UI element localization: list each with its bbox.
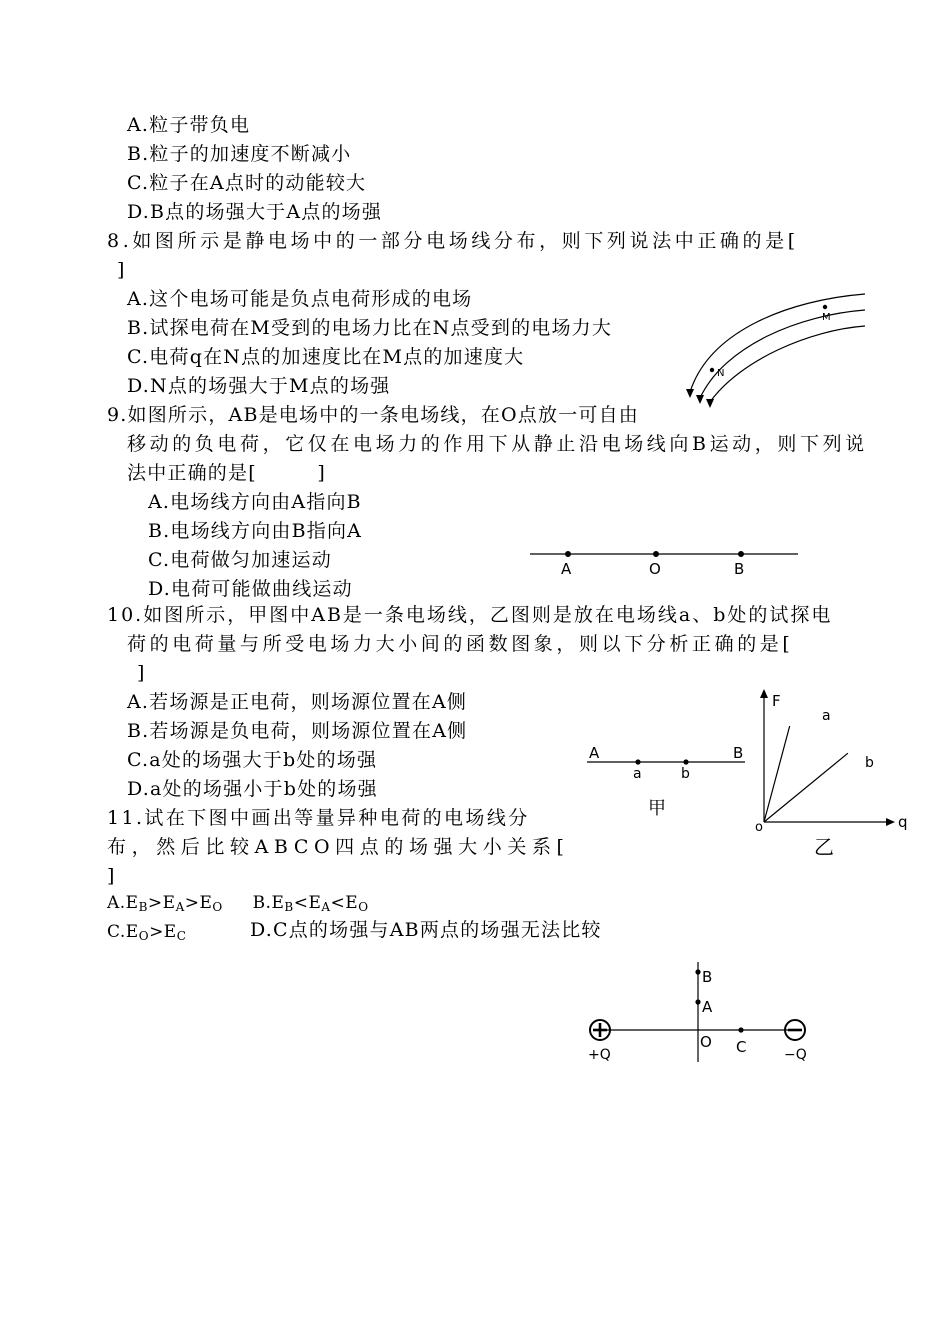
q11-option-b: $B.E_B<E_A<E_O$ [252,893,369,914]
label-positive-q: +Q [588,1047,611,1063]
caption-yi: 乙 [814,835,834,858]
label-c: C [736,1038,747,1056]
label-axis-f: F [772,692,781,710]
q10-option-d: D.a处的场强小于b处的场强 [127,778,378,800]
q11-option-a: $A.E_B>E_A>E_O$ [107,893,223,914]
axis-q-arrow-icon [886,818,895,826]
q9-stem-line1: 9.如图所示，AB是电场中的一条电场线，在O点放一可自由 [107,404,639,426]
label-a: A [561,560,572,578]
q9-option-a: A.电场线方向由A指向B [148,491,362,513]
q9-option-b: B.电场线方向由B指向A [148,520,363,542]
q10-option-c: C.a处的场强大于b处的场强 [127,749,378,771]
q7-option-d: D.B点的场强大于A点的场强 [127,201,383,223]
arrowhead-inner-icon [706,399,714,408]
q8-option-a: A.这个电场可能是负点电荷形成的电场 [127,288,473,310]
label-n: N [717,368,725,379]
q11-option-d: D.C点的场强与AB两点的场强无法比较 [250,919,602,941]
label-o: O [649,560,661,578]
graph-line-a [764,726,790,822]
point-m [823,305,827,309]
label-axis-q: q [898,813,908,831]
label-b: B [734,560,745,578]
label-negative-q: −Q [784,1047,807,1063]
q8-stem-line2: ] [117,259,126,281]
label-point-b: b [681,766,690,782]
label-origin: o [755,820,763,835]
arrowhead-outer-icon [686,389,694,398]
q8-option-c: C.电荷q在N点的加速度比在M点的加速度大 [127,346,525,368]
q10-figure-jia [585,738,750,822]
q11-stem-line3: ] [107,865,116,887]
q9-option-c: C.电荷做匀加速运动 [148,549,332,571]
q10-stem-line3: ] [137,662,146,684]
q11-dipole-figure [584,958,814,1070]
caption-jia: 甲 [648,798,666,819]
point-b [695,969,700,974]
arrowhead-middle-icon [696,395,704,404]
point-a [635,759,640,764]
label-b-end: B [733,744,744,762]
label-a: A [702,998,713,1016]
point-b [683,759,688,764]
q7-option-c: C.粒子在A点时的动能较大 [127,172,367,194]
point-n [710,368,714,372]
field-line-inner [710,326,865,402]
q10-stem-line1: 10.如图所示，甲图中AB是一条电场线，乙图则是放在电场线a、b处的试探电 [107,604,833,626]
label-a-end: A [589,744,600,762]
q8-option-b: B.试探电荷在M受到的电场力比在N点受到的电场力大 [127,317,613,339]
q8-option-d: D.N点的场强大于M点的场强 [127,375,391,397]
q9-stem-line3: 法中正确的是[ ] [127,462,327,484]
point-a [565,551,571,557]
q8-stem-line1: 8.如图所示是静电场中的一部分电场线分布，则下列说法中正确的是[ [107,230,799,252]
q9-stem-line2: 移动的负电荷，它仅在电场力的作用下从静止沿电场线向B运动，则下列说 [127,433,868,455]
q11-options-ab-row [107,891,369,919]
q10-option-a: A.若场源是正电荷，则场源位置在A侧 [127,691,468,713]
graph-line-b [764,753,848,822]
q8-field-lines-figure [680,290,870,410]
axis-f-arrow-icon [760,689,768,698]
point-b [738,551,744,557]
point-o [653,551,659,557]
point-c [738,1027,743,1032]
q10-figure-yi [752,686,912,858]
q11-stem-line2: 布，然后比较ABCO四点的场强大小关系[ [107,836,570,858]
point-a [695,999,700,1004]
label-b: B [702,968,713,986]
label-o: O [700,1033,712,1051]
label-m: M [822,312,831,323]
label-line-a: a [822,708,831,724]
q11-option-c: $C.E_O>E_C$ [107,922,187,943]
q11-stem-line1: 11.试在下图中画出等量异种电荷的电场线分 [107,807,530,829]
q10-option-b: B.若场源是负电荷，则场源位置在A侧 [127,720,468,742]
q9-field-line-figure [528,544,800,578]
q7-option-a: A.粒子带负电 [127,114,251,136]
q7-option-b: B.粒子的加速度不断减小 [127,143,352,165]
label-line-b: b [865,755,874,771]
q9-option-d: D.电荷可能做曲线运动 [148,578,353,600]
label-point-a: a [633,766,642,782]
q10-stem-line2: 荷的电荷量与所受电场力大小间的函数图象，则以下分析正确的是[ [127,633,794,655]
